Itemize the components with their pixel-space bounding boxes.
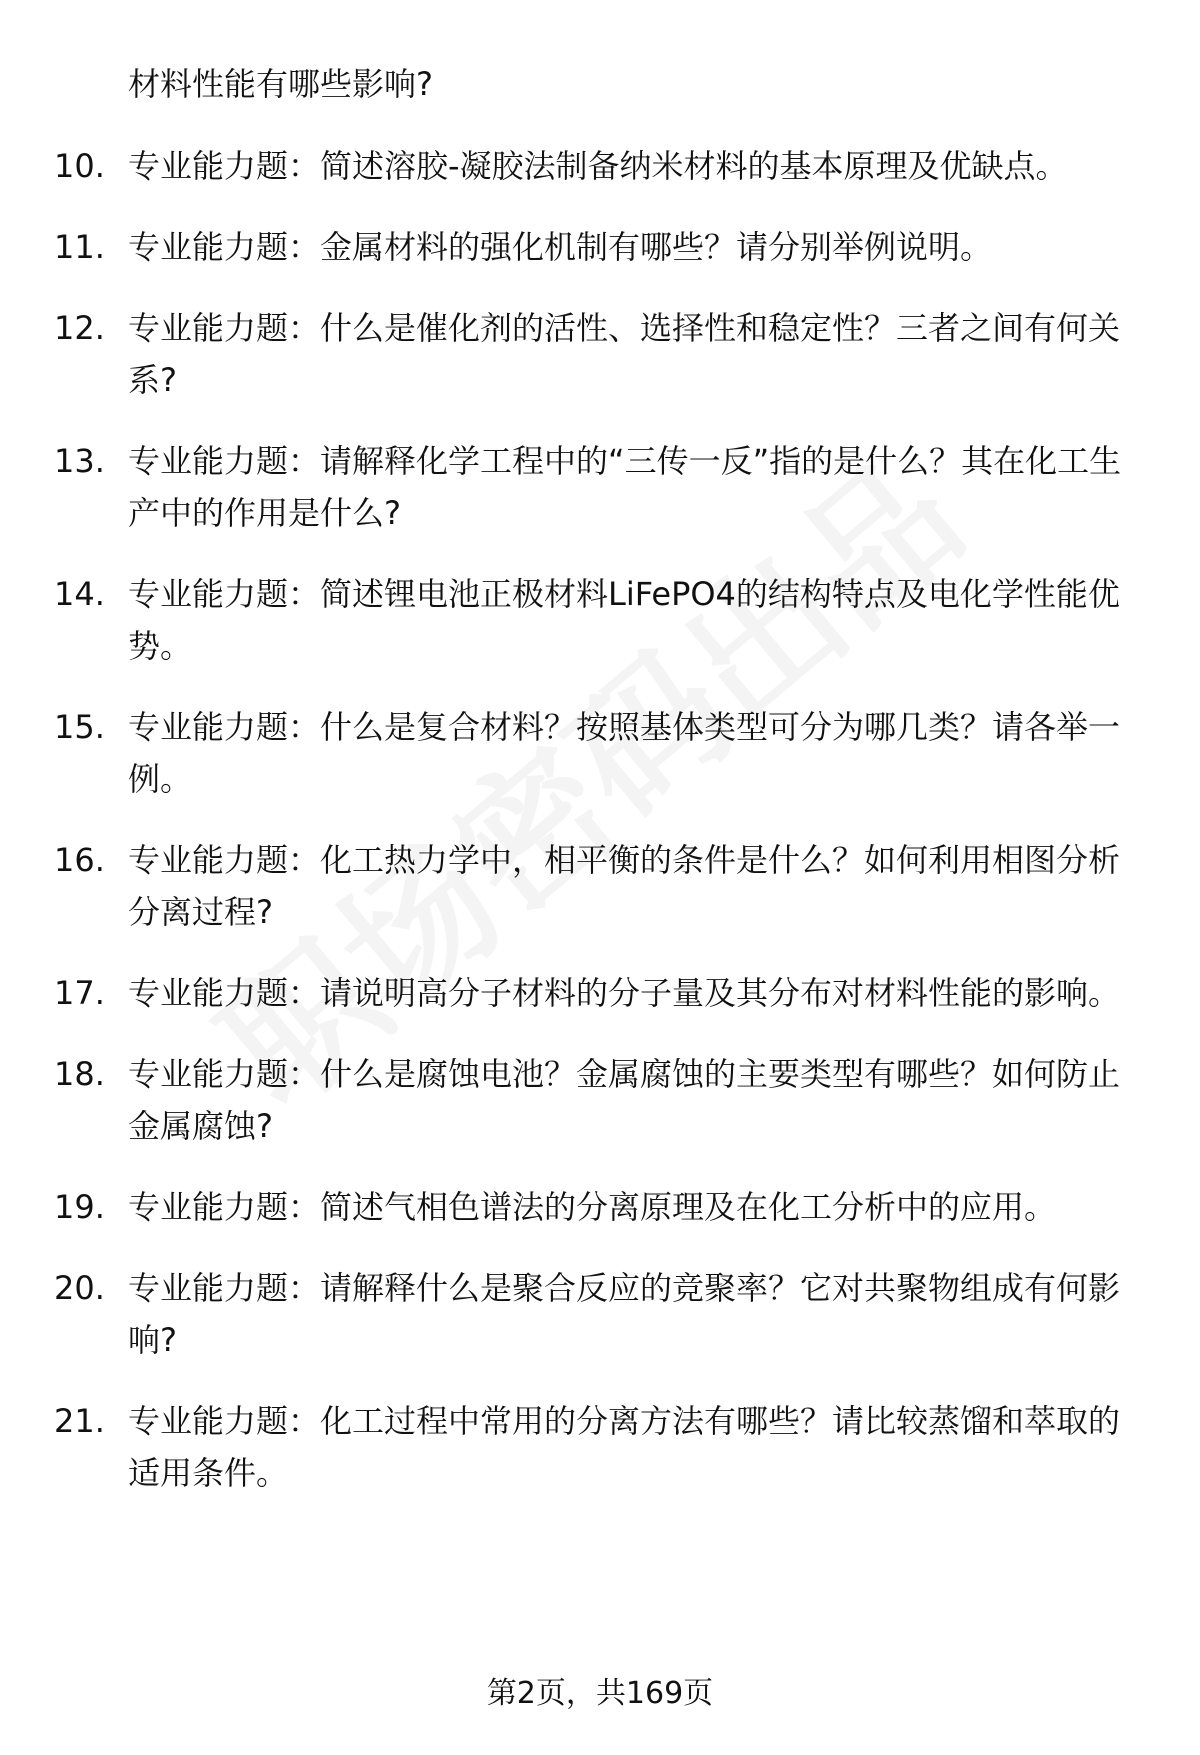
question-number: 15. <box>54 708 105 746</box>
question-item <box>0 1048 1200 1152</box>
question-number: 12. <box>54 309 105 347</box>
question-text: 专业能力题：简述溶胶-凝胶法制备纳米材料的基本原理及优缺点。 <box>128 147 1068 185</box>
question-item <box>0 967 1200 1019</box>
question-item <box>0 140 1200 192</box>
question-number: 11. <box>54 228 105 266</box>
question-text: 专业能力题：什么是催化剂的活性、选择性和稳定性？三者之间有何关系? <box>128 309 1121 399</box>
question-number: 18. <box>54 1055 105 1093</box>
question-number: 16. <box>54 841 105 879</box>
question-number: 20. <box>54 1269 105 1307</box>
question-item <box>0 302 1200 406</box>
question-text: 专业能力题：化工热力学中，相平衡的条件是什么？如何利用相图分析分离过程? <box>128 841 1121 931</box>
question-number: 13. <box>54 442 105 480</box>
question-number: 10. <box>54 147 105 185</box>
question-text: 专业能力题：化工过程中常用的分离方法有哪些？请比较蒸馏和萃取的适用条件。 <box>128 1402 1121 1492</box>
question-item <box>0 568 1200 672</box>
question-text: 专业能力题：请解释什么是聚合反应的竞聚率？它对共聚物组成有何影响? <box>128 1269 1121 1359</box>
question-text: 专业能力题：什么是腐蚀电池？金属腐蚀的主要类型有哪些？如何防止金属腐蚀? <box>128 1055 1121 1145</box>
question-item <box>0 1395 1200 1499</box>
question-text: 专业能力题：简述气相色谱法的分离原理及在化工分析中的应用。 <box>128 1188 1057 1226</box>
question-text: 专业能力题：请解释化学工程中的“三传一反”指的是什么？其在化工生产中的作用是什么? <box>128 442 1122 532</box>
question-text: 专业能力题：金属材料的强化机制有哪些？请分别举例说明。 <box>128 228 993 266</box>
page-footer: 第2页，共169页 <box>486 1676 714 1711</box>
continuation-text: 材料性能有哪些影响? <box>128 65 433 103</box>
question-number: 14. <box>54 575 105 613</box>
question-number: 17. <box>54 974 105 1012</box>
question-item <box>0 221 1200 273</box>
question-item <box>0 834 1200 938</box>
question-list <box>0 140 1200 1528</box>
question-item <box>0 1262 1200 1366</box>
question-text: 专业能力题：简述锂电池正极材料LiFePO4的结构特点及电化学性能优势。 <box>128 575 1120 665</box>
question-item <box>0 701 1200 805</box>
question-text: 专业能力题：什么是复合材料？按照基体类型可分为哪几类？请各举一例。 <box>128 708 1121 798</box>
question-number: 19. <box>54 1188 105 1226</box>
question-item <box>0 1181 1200 1233</box>
question-number: 21. <box>54 1402 105 1440</box>
question-item <box>0 435 1200 539</box>
question-text: 专业能力题：请说明高分子材料的分子量及其分布对材料性能的影响。 <box>128 974 1121 1012</box>
